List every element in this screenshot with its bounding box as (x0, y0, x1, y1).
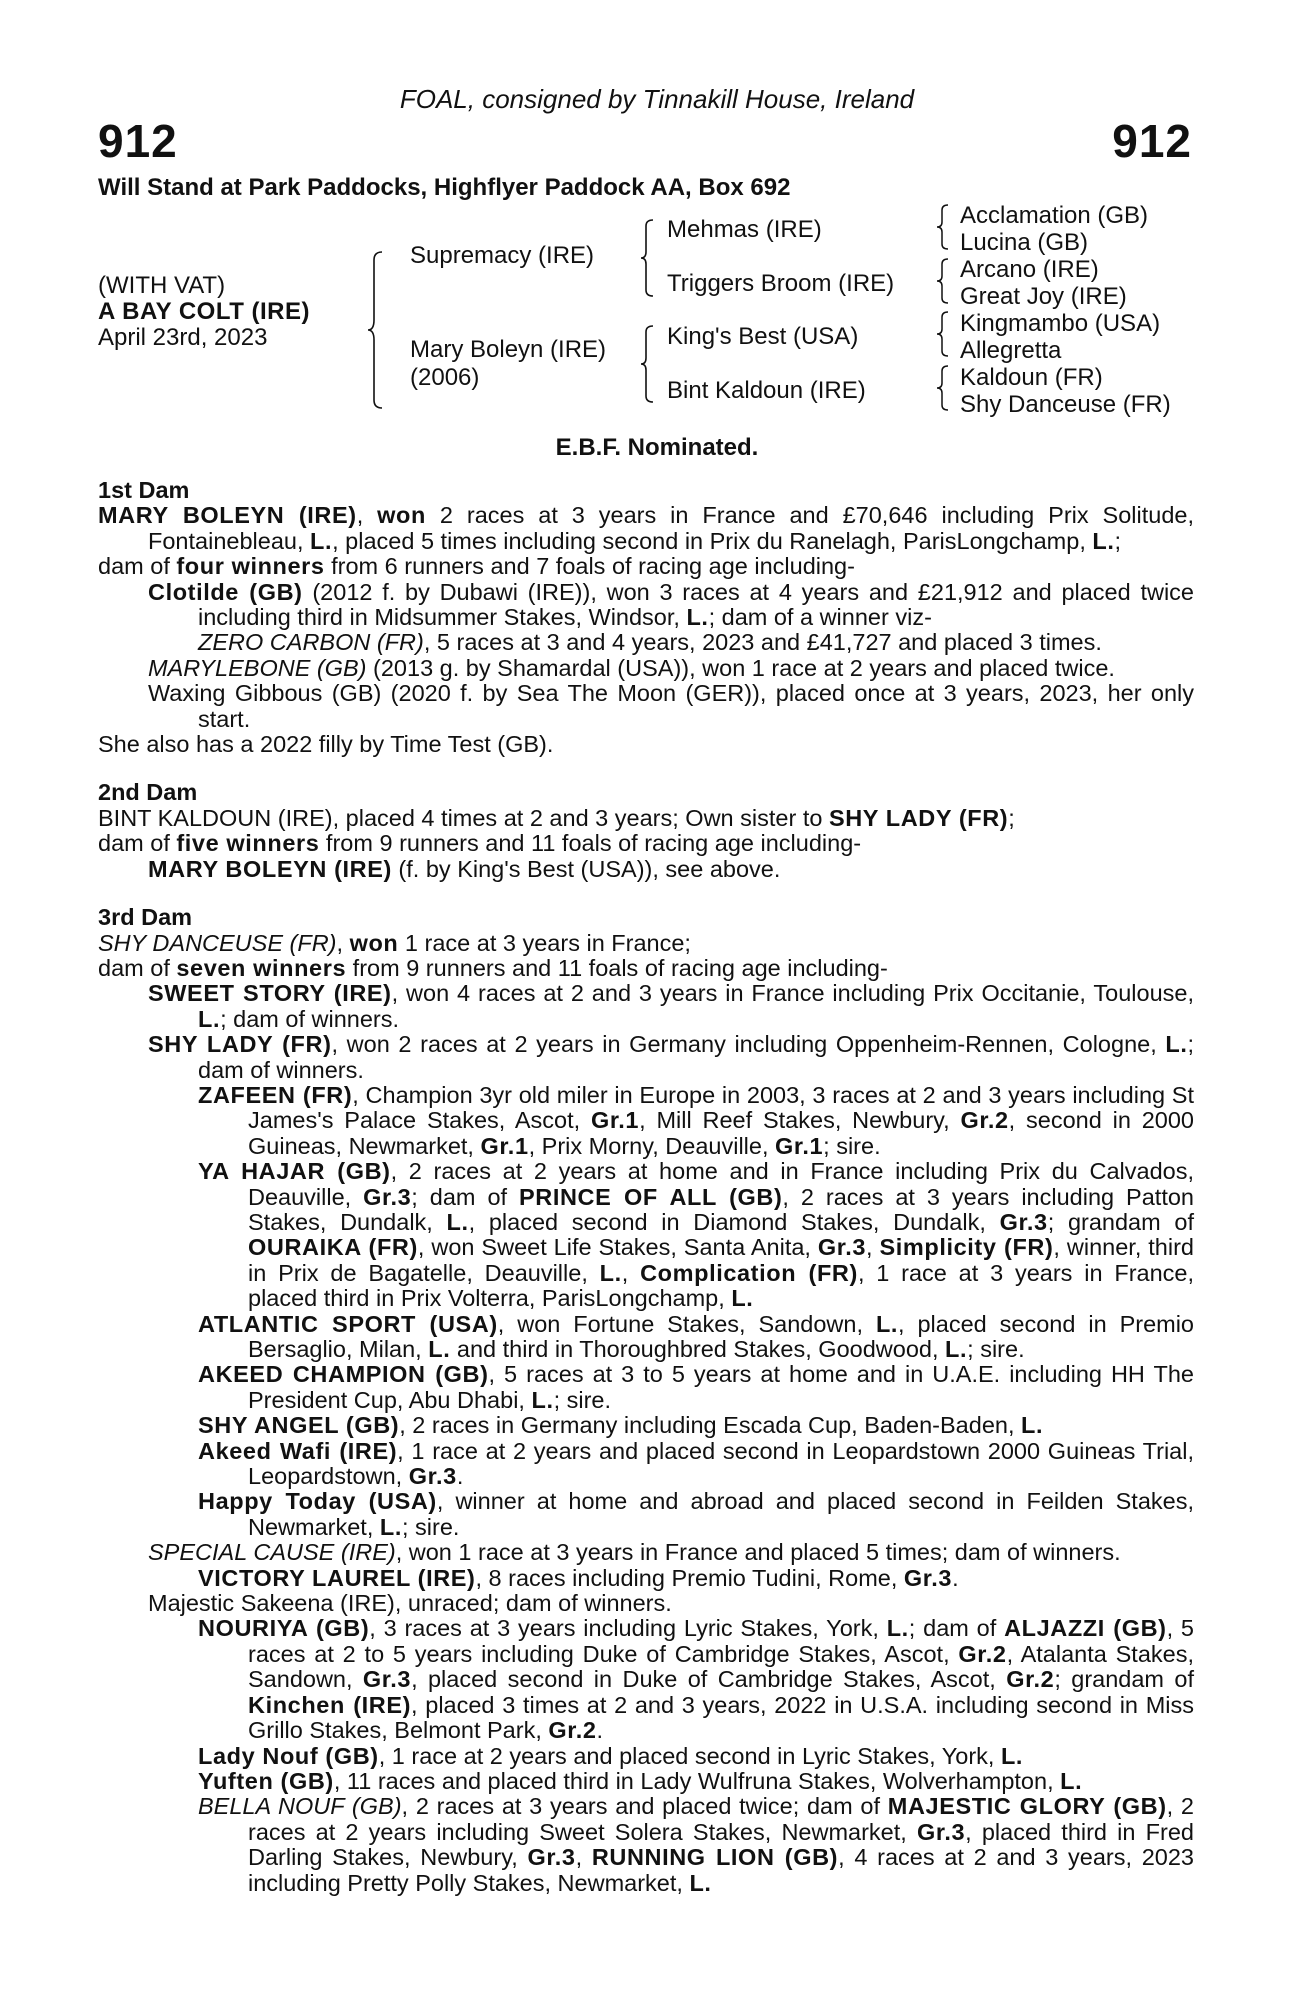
horse-name: A BAY COLT (IRE) (98, 298, 311, 325)
produce-lady-nouf: Lady Nouf (GB), 1 race at 2 years and placed second in Lyric Stakes, York, L. (198, 1742, 1024, 1769)
produce-zero-carbon: ZERO CARBON (FR), 5 races at 3 and 4 years, 2023 and £41,727 and placed 3 times. (198, 629, 1102, 656)
dam-sire: King's Best (USA) (667, 323, 859, 350)
ancestor-7: Kaldoun (FR) (960, 364, 1103, 391)
pedigree-brace-g4 (936, 364, 950, 412)
dam-year: (2006) (410, 364, 480, 391)
produce-victory-laurel: VICTORY LAUREL (IRE), 8 races including Premio Tudini, Rome, Gr.3. (198, 1564, 959, 1591)
produce-atlantic-sport: ATLANTIC SPORT (USA), won Fortune Stakes, Sandown, L., placed second in Premio Bersaglio, Milan, L. and third in Thoroughbred Stakes, Goodwood, L.; sire. (198, 1310, 1194, 1362)
dam-dam: Bint Kaldoun (IRE) (667, 377, 866, 404)
lot-number-left: 912 (98, 115, 178, 167)
third-dam-heading: 3rd Dam (98, 904, 193, 931)
first-dam-record: MARY BOLEYN (IRE), won 2 races at 3 years in France and £70,646 including Prix Solitude, Fontainebleau, L., placed 5 times including second in Prix du Ranelagh, ParisLongchamp, L.; (98, 502, 1195, 554)
sire-name: Supremacy (IRE) (410, 242, 595, 269)
sire-dam: Triggers Broom (IRE) (667, 270, 895, 297)
vat-note: (WITH VAT) (98, 272, 226, 299)
ancestor-2: Lucina (GB) (960, 229, 1089, 256)
third-dam-record: SHY DANCEUSE (FR), won 1 race at 3 years in France; (98, 929, 691, 956)
produce-zafeen: ZAFEEN (FR), Champion 3yr old miler in Europe in 2003, 3 races at 2 and 3 years including St James's Palace Stakes, Ascot, Gr.1, Mill Reef Stakes, Newbury, Gr.2, second in 2000 Guineas, Newmarket, Gr.1, Prix Morny, Deauville, Gr.1; sire. (198, 1081, 1194, 1159)
produce-majestic-sakeena: Majestic Sakeena (IRE), unraced; dam of winners. (148, 1590, 672, 1617)
produce-nouriya: NOURIYA (GB), 3 races at 3 years including Lyric Stakes, York, L.; dam of ALJAZZI (GB), 5 races at 2 to 5 years including Duke of Cambridge Stakes, Ascot, Gr.2, Atalanta Stakes, Sandown, Gr.3, placed second in Duke of Cambridge Stakes, Ascot, Gr.2; grandam of Kinchen (IRE), placed 3 times at 2 and 3 years, 2022 in U.S.A. including second in Miss Grillo Stakes, Belmont Park, Gr.2. (198, 1615, 1195, 1744)
stand-location: Will Stand at Park Paddocks, Highflyer Paddock AA, Box 692 (98, 174, 791, 201)
produce-yuften: Yuften (GB), 11 races and placed third in Lady Wulfruna Stakes, Wolverhampton, L. (198, 1767, 1083, 1794)
ancestor-4: Great Joy (IRE) (960, 283, 1127, 310)
second-dam-heading: 2nd Dam (98, 779, 198, 806)
produce-marylebone: MARYLEBONE (GB) (2013 g. by Shamardal (USA)), won 1 race at 2 years and placed twice. (148, 654, 1115, 681)
produce-bella-nouf: BELLA NOUF (GB), 2 races at 3 years and placed twice; dam of MAJESTIC GLORY (GB), 2 races at 2 years including Sweet Solera Stakes, Newmarket, Gr.3, placed third in Fred Darling Stakes, Newbury, Gr.3, RUNNING LION (GB), 4 races at 2 and 3 years, 2023 including Pretty Polly Stakes, Newmarket, L. (198, 1793, 1195, 1896)
produce-ya-hajar: YA HAJAR (GB), 2 races at 2 years at home and in France including Prix du Calvados, Deauville, Gr.3; dam of PRINCE OF ALL (GB), 2 races at 3 years including Patton Stakes, Dundalk, L., placed second in Diamond Stakes, Dundalk, Gr.3; grandam of OURAIKA (FR), won Sweet Life Stakes, Santa Anita, Gr.3, Simplicity (FR), winner, third in Prix de Bagatelle, Deauville, L., Complication (FR), 1 race at 3 years in France, placed third in Prix Volterra, ParisLongchamp, L. (198, 1158, 1195, 1312)
first-dam-heading: 1st Dam (98, 477, 190, 503)
pedigree-brace-g2 (936, 257, 950, 305)
consignment-line: FOAL, consigned by Tinnakill House, Ireland (399, 84, 915, 114)
produce-akeed-champion: AKEED CHAMPION (GB), 5 races at 3 to 5 years at home and in U.A.E. including HH The President Cup, Abu Dhabi, L.; sire. (198, 1361, 1194, 1413)
first-dam-produce-summary: dam of four winners from 6 runners and 7 foals of racing age including- (98, 553, 855, 580)
sire-sire: Mehmas (IRE) (667, 216, 822, 243)
first-dam-note: She also has a 2022 filly by Time Test (GB). (98, 731, 554, 758)
lot-number-right: 912 (1112, 115, 1192, 167)
ancestor-5: Kingmambo (USA) (960, 310, 1161, 337)
pedigree-brace-sire (640, 218, 656, 298)
ancestor-3: Arcano (IRE) (960, 256, 1099, 283)
ancestor-6: Allegretta (960, 337, 1062, 364)
produce-clotilde: Clotilde (GB) (2012 f. by Dubawi (IRE)), won 3 races at 4 years and £21,912 and placed twice including third in Midsummer Stakes, Windsor, L.; dam of a winner viz- (148, 578, 1194, 631)
pedigree-brace-g3 (936, 310, 950, 358)
produce-mary-boleyn: MARY BOLEYN (IRE) (f. by King's Best (USA)), see above. (148, 855, 781, 882)
ebf-nomination: E.B.F. Nominated. (555, 434, 759, 461)
dam-name: Mary Boleyn (IRE) (410, 336, 607, 363)
produce-akeed-wafi: Akeed Wafi (IRE), 1 race at 2 years and placed second in Leopardstown 2000 Guineas Trial, Leopardstown, Gr.3. (198, 1437, 1194, 1490)
pedigree-brace-main (366, 250, 386, 410)
pedigree-brace-dam (640, 324, 656, 404)
second-dam-record: BINT KALDOUN (IRE), placed 4 times at 2 and 3 years; Own sister to SHY LADY (FR); (98, 804, 1015, 831)
ancestor-8: Shy Danceuse (FR) (960, 391, 1171, 418)
second-dam-produce-summary: dam of five winners from 9 runners and 11 foals of racing age including- (98, 830, 862, 857)
produce-sweet-story: SWEET STORY (IRE), won 4 races at 2 and 3 years in France including Prix Occitanie, Toulouse, L.; dam of winners. (148, 980, 1194, 1032)
produce-shy-lady: SHY LADY (FR), won 2 races at 2 years in Germany including Oppenheim-Rennen, Cologne, L.; dam of winners. (148, 1031, 1194, 1083)
catalogue-body (98, 478, 1194, 1896)
produce-happy-today: Happy Today (USA), winner at home and abroad and placed second in Feilden Stakes, Newmarket, L.; sire. (198, 1488, 1194, 1540)
ancestor-1: Acclamation (GB) (960, 202, 1149, 229)
produce-shy-angel: SHY ANGEL (GB), 2 races in Germany including Escada Cup, Baden-Baden, L. (198, 1412, 1044, 1439)
pedigree-brace-g1 (936, 203, 950, 251)
third-dam-produce-summary: dam of seven winners from 9 runners and 11 foals of racing age including- (98, 954, 888, 981)
foaling-date: April 23rd, 2023 (98, 324, 268, 351)
produce-waxing-gibbous: Waxing Gibbous (GB) (2020 f. by Sea The Moon (GER)), placed once at 3 years, 2023, her only start. (148, 680, 1194, 732)
produce-special-cause: SPECIAL CAUSE (IRE), won 1 race at 3 years in France and placed 5 times; dam of winners. (148, 1539, 1121, 1566)
